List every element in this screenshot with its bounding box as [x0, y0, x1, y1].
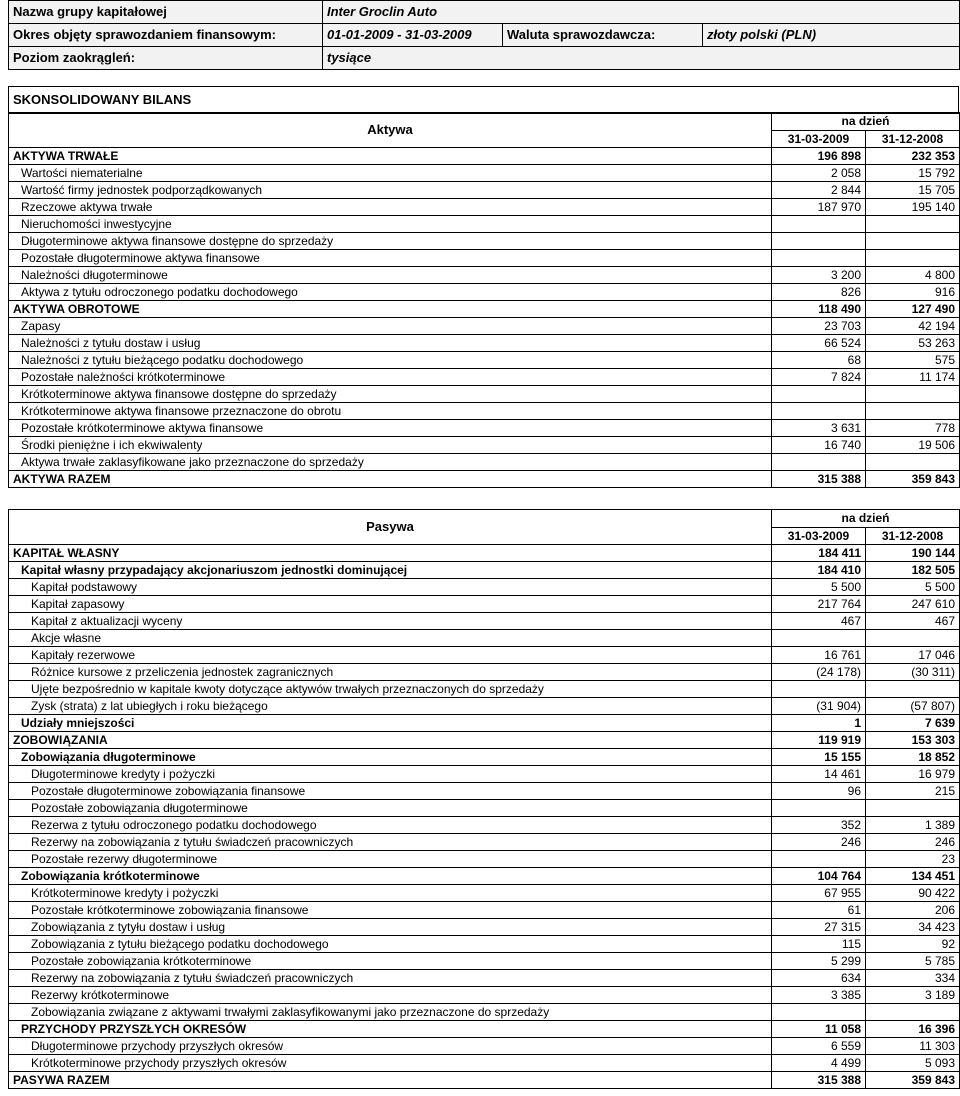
row-label: Wartości niematerialne: [9, 165, 772, 182]
currency-value: złoty polski (PLN): [703, 24, 960, 47]
value-current: 184 411: [772, 545, 866, 562]
value-current: 11 058: [772, 1021, 866, 1038]
rounding-value: tysiące: [323, 47, 960, 70]
value-current: 352: [772, 817, 866, 834]
value-current: 3 200: [772, 267, 866, 284]
value-current: [772, 250, 866, 267]
row-label: Kapitał z aktualizacji wyceny: [9, 613, 772, 630]
row-label: Kapitał podstawowy: [9, 579, 772, 596]
value-current: [772, 851, 866, 868]
value-current: 96: [772, 783, 866, 800]
value-current: 16 740: [772, 437, 866, 454]
table-row: [9, 471, 960, 488]
row-label: Krótkoterminowe kredyty i pożyczki: [9, 885, 772, 902]
table-row: [9, 987, 960, 1004]
table-row: [9, 454, 960, 471]
liabilities-date-1: 31-03-2009: [772, 527, 866, 545]
table-row: [9, 420, 960, 437]
table-row: [9, 301, 960, 318]
value-current: (24 178): [772, 664, 866, 681]
table-row: [9, 749, 960, 766]
value-current: 115: [772, 936, 866, 953]
value-previous: 92: [866, 936, 960, 953]
value-current: 467: [772, 613, 866, 630]
row-label: Długoterminowe przychody przyszłych okresów: [9, 1038, 772, 1055]
table-row: [9, 732, 960, 749]
value-current: 184 410: [772, 562, 866, 579]
value-previous: 4 800: [866, 267, 960, 284]
value-previous: 5 785: [866, 953, 960, 970]
row-label: Rezerwy na zobowiązania z tytułu świadczeń pracowniczych: [9, 834, 772, 851]
row-label: Pozostałe długoterminowe aktywa finansowe: [9, 250, 772, 267]
table-row: [9, 545, 960, 562]
period-label: Okres objęty sprawozdaniem finansowym:: [9, 24, 323, 47]
value-previous: 16 979: [866, 766, 960, 783]
row-label: Należności z tytułu dostaw i usług: [9, 335, 772, 352]
value-previous: 5 500: [866, 579, 960, 596]
row-label: AKTYWA OBROTOWE: [9, 301, 772, 318]
table-row: [9, 885, 960, 902]
value-current: 315 388: [772, 471, 866, 488]
value-previous: 134 451: [866, 868, 960, 885]
table-row: [9, 970, 960, 987]
value-current: 68: [772, 352, 866, 369]
table-row: [9, 335, 960, 352]
value-previous: [866, 1004, 960, 1021]
row-label: Kapitał własny przypadający akcjonariuszom jednostki dominującej: [9, 562, 772, 579]
table-row: [9, 817, 960, 834]
table-row: [9, 596, 960, 613]
liabilities-na-dzien: na dzień: [772, 510, 960, 528]
table-row: [9, 851, 960, 868]
value-current: (31 904): [772, 698, 866, 715]
value-current: [772, 1004, 866, 1021]
value-current: 7 824: [772, 369, 866, 386]
value-previous: [866, 681, 960, 698]
row-label: Różnice kursowe z przeliczenia jednostek zagranicznych: [9, 664, 772, 681]
value-previous: [866, 454, 960, 471]
row-label: Rezerwa z tytułu odroczonego podatku dochodowego: [9, 817, 772, 834]
table-row: [9, 1072, 960, 1089]
row-label: Kapitały rezerwowe: [9, 647, 772, 664]
value-current: [772, 216, 866, 233]
table-row: [9, 1021, 960, 1038]
value-previous: 17 046: [866, 647, 960, 664]
value-previous: [866, 233, 960, 250]
table-row: [9, 148, 960, 165]
row-label: AKTYWA RAZEM: [9, 471, 772, 488]
value-previous: 11 174: [866, 369, 960, 386]
table-row: [9, 919, 960, 936]
value-current: 67 955: [772, 885, 866, 902]
rounding-label: Poziom zaokrągleń:: [9, 47, 323, 70]
assets-table: [8, 112, 960, 488]
assets-heading: Aktywa: [9, 113, 772, 148]
table-row: [9, 165, 960, 182]
value-previous: 16 396: [866, 1021, 960, 1038]
value-previous: 190 144: [866, 545, 960, 562]
table-row: [9, 562, 960, 579]
value-previous: 15 792: [866, 165, 960, 182]
row-label: Nieruchomości inwestycyjne: [9, 216, 772, 233]
period-value: 01-01-2009 - 31-03-2009: [323, 24, 503, 47]
value-previous: 195 140: [866, 199, 960, 216]
value-current: 66 524: [772, 335, 866, 352]
value-previous: 215: [866, 783, 960, 800]
row-label: KAPITAŁ WŁASNY: [9, 545, 772, 562]
group-label: Nazwa grupy kapitałowej: [9, 1, 323, 24]
row-label: Długoterminowe aktywa finansowe dostępne do sprzedaży: [9, 233, 772, 250]
row-label: Kapitał zapasowy: [9, 596, 772, 613]
value-current: [772, 630, 866, 647]
assets-na-dzien: na dzień: [772, 113, 960, 131]
table-row: [9, 233, 960, 250]
value-previous: 19 506: [866, 437, 960, 454]
value-current: 634: [772, 970, 866, 987]
row-label: Aktywa z tytułu odroczonego podatku dochodowego: [9, 284, 772, 301]
value-previous: 916: [866, 284, 960, 301]
value-current: 196 898: [772, 148, 866, 165]
assets-date-2: 31-12-2008: [866, 130, 960, 148]
value-previous: [866, 216, 960, 233]
value-current: 2 058: [772, 165, 866, 182]
table-row: [9, 579, 960, 596]
table-row: [9, 698, 960, 715]
value-previous: 90 422: [866, 885, 960, 902]
value-current: 16 761: [772, 647, 866, 664]
value-previous: 206: [866, 902, 960, 919]
value-previous: 34 423: [866, 919, 960, 936]
row-label: Należności długoterminowe: [9, 267, 772, 284]
value-current: 2 844: [772, 182, 866, 199]
row-label: Pozostałe zobowiązania długoterminowe: [9, 800, 772, 817]
value-current: 5 299: [772, 953, 866, 970]
row-label: PASYWA RAZEM: [9, 1072, 772, 1089]
table-row: [9, 936, 960, 953]
row-label: Krótkoterminowe przychody przyszłych okresów: [9, 1055, 772, 1072]
value-previous: 127 490: [866, 301, 960, 318]
value-current: [772, 403, 866, 420]
table-row: [9, 834, 960, 851]
table-row: [9, 250, 960, 267]
value-current: 15 155: [772, 749, 866, 766]
row-label: Pozostałe długoterminowe zobowiązania finansowe: [9, 783, 772, 800]
table-row: [9, 953, 960, 970]
table-row: [9, 284, 960, 301]
row-label: Krótkoterminowe aktywa finansowe przeznaczone do obrotu: [9, 403, 772, 420]
row-label: Rzeczowe aktywa trwałe: [9, 199, 772, 216]
table-row: [9, 800, 960, 817]
report-header: [8, 0, 960, 70]
value-current: 27 315: [772, 919, 866, 936]
row-label: Udziały mniejszości: [9, 715, 772, 732]
row-label: Zapasy: [9, 318, 772, 335]
value-previous: 467: [866, 613, 960, 630]
row-label: Pozostałe należności krótkoterminowe: [9, 369, 772, 386]
value-current: 187 970: [772, 199, 866, 216]
value-current: 246: [772, 834, 866, 851]
value-current: 6 559: [772, 1038, 866, 1055]
value-previous: 18 852: [866, 749, 960, 766]
row-label: Wartość firmy jednostek podporządkowanych: [9, 182, 772, 199]
row-label: Długoterminowe kredyty i pożyczki: [9, 766, 772, 783]
value-previous: 575: [866, 352, 960, 369]
value-previous: 182 505: [866, 562, 960, 579]
value-previous: 42 194: [866, 318, 960, 335]
statement-title-box: [8, 86, 959, 114]
table-row: [9, 613, 960, 630]
row-label: Środki pieniężne i ich ekwiwalenty: [9, 437, 772, 454]
value-previous: (30 311): [866, 664, 960, 681]
value-previous: 334: [866, 970, 960, 987]
table-row: [9, 216, 960, 233]
row-label: Aktywa trwałe zaklasyfikowane jako przeznaczone do sprzedaży: [9, 454, 772, 471]
value-previous: [866, 800, 960, 817]
value-current: 119 919: [772, 732, 866, 749]
value-previous: 247 610: [866, 596, 960, 613]
table-row: [9, 715, 960, 732]
table-row: [9, 199, 960, 216]
value-previous: (57 807): [866, 698, 960, 715]
value-previous: 232 353: [866, 148, 960, 165]
table-row: [9, 630, 960, 647]
liabilities-date-2: 31-12-2008: [866, 527, 960, 545]
value-previous: 359 843: [866, 471, 960, 488]
value-current: [772, 681, 866, 698]
row-label: Krótkoterminowe aktywa finansowe dostępne do sprzedaży: [9, 386, 772, 403]
value-previous: 11 303: [866, 1038, 960, 1055]
value-current: [772, 454, 866, 471]
table-row: [9, 437, 960, 454]
value-previous: [866, 630, 960, 647]
value-previous: [866, 250, 960, 267]
value-previous: 53 263: [866, 335, 960, 352]
table-row: [9, 369, 960, 386]
value-current: 3 385: [772, 987, 866, 1004]
row-label: PRZYCHODY PRZYSZŁYCH OKRESÓW: [9, 1021, 772, 1038]
value-current: 217 764: [772, 596, 866, 613]
row-label: Pozostałe krótkoterminowe zobowiązania finansowe: [9, 902, 772, 919]
value-previous: 5 093: [866, 1055, 960, 1072]
currency-label: Waluta sprawozdawcza:: [503, 24, 703, 47]
table-row: [9, 868, 960, 885]
liabilities-table: [8, 509, 960, 1089]
table-row: [9, 1004, 960, 1021]
value-previous: 7 639: [866, 715, 960, 732]
value-current: 3 631: [772, 420, 866, 437]
row-label: Zobowiązania krótkoterminowe: [9, 868, 772, 885]
table-row: [9, 182, 960, 199]
table-row: [9, 902, 960, 919]
assets-date-1: 31-03-2009: [772, 130, 866, 148]
value-current: [772, 800, 866, 817]
value-current: 315 388: [772, 1072, 866, 1089]
group-value: Inter Groclin Auto: [323, 1, 960, 24]
row-label: Rezerwy krótkoterminowe: [9, 987, 772, 1004]
row-label: Pozostałe zobowiązania krótkoterminowe: [9, 953, 772, 970]
table-row: [9, 386, 960, 403]
liabilities-heading: Pasywa: [9, 510, 772, 545]
table-row: [9, 681, 960, 698]
table-row: [9, 783, 960, 800]
value-current: 23 703: [772, 318, 866, 335]
row-label: ZOBOWIĄZANIA: [9, 732, 772, 749]
row-label: Należności z tytułu bieżącego podatku dochodowego: [9, 352, 772, 369]
table-row: [9, 766, 960, 783]
value-current: 61: [772, 902, 866, 919]
row-label: Pozostałe krótkoterminowe aktywa finansowe: [9, 420, 772, 437]
row-label: Pozostałe rezerwy długoterminowe: [9, 851, 772, 868]
row-label: Zobowiązania długoterminowe: [9, 749, 772, 766]
row-label: Akcje własne: [9, 630, 772, 647]
value-previous: 778: [866, 420, 960, 437]
value-previous: 246: [866, 834, 960, 851]
row-label: Zysk (strata) z lat ubiegłych i roku bieżącego: [9, 698, 772, 715]
table-row: [9, 1038, 960, 1055]
value-previous: 1 389: [866, 817, 960, 834]
value-current: 1: [772, 715, 866, 732]
value-previous: [866, 386, 960, 403]
row-label: Ujęte bezpośrednio w kapitale kwoty dotyczące aktywów trwałych przeznaczonych do sprzedaży: [9, 681, 772, 698]
value-current: 5 500: [772, 579, 866, 596]
row-label: Zobowiązania związane z aktywami trwałymi zaklasyfikowanymi jako przeznaczone do sprzedaży: [9, 1004, 772, 1021]
row-label: Zobowiązania z tytyłu dostaw i usług: [9, 919, 772, 936]
value-previous: 15 705: [866, 182, 960, 199]
statement-title: SKONSOLIDOWANY BILANS: [9, 87, 959, 114]
table-row: [9, 647, 960, 664]
value-current: 104 764: [772, 868, 866, 885]
table-row: [9, 403, 960, 420]
table-row: [9, 664, 960, 681]
value-current: [772, 386, 866, 403]
table-row: [9, 352, 960, 369]
row-label: AKTYWA TRWAŁE: [9, 148, 772, 165]
value-current: 118 490: [772, 301, 866, 318]
row-label: Zobowiązania z tytułu bieżącego podatku dochodowego: [9, 936, 772, 953]
value-previous: 3 189: [866, 987, 960, 1004]
value-current: 4 499: [772, 1055, 866, 1072]
value-previous: [866, 403, 960, 420]
table-row: [9, 267, 960, 284]
table-row: [9, 1055, 960, 1072]
value-current: 826: [772, 284, 866, 301]
value-current: 14 461: [772, 766, 866, 783]
value-previous: 23: [866, 851, 960, 868]
row-label: Rezerwy na zobowiązania z tytułu świadczeń pracowniczych: [9, 970, 772, 987]
value-current: [772, 233, 866, 250]
value-previous: 153 303: [866, 732, 960, 749]
value-previous: 359 843: [866, 1072, 960, 1089]
table-row: [9, 318, 960, 335]
